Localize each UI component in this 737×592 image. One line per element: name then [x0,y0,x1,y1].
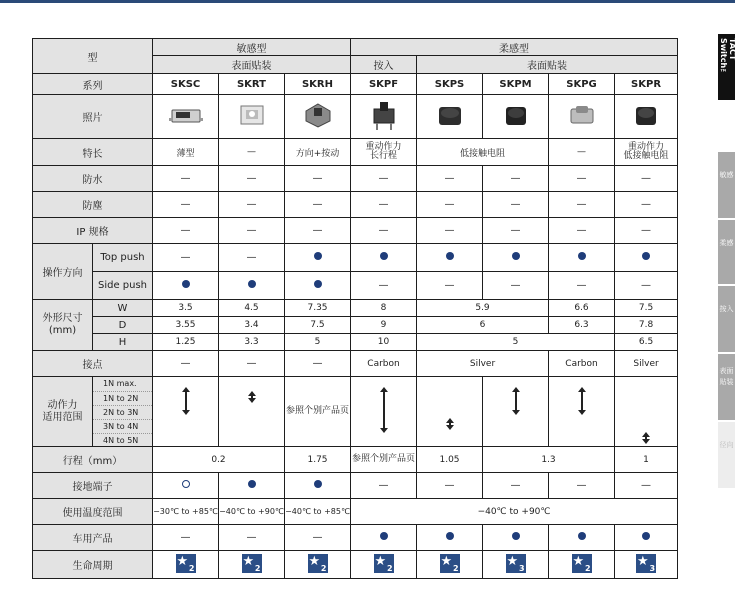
group-soft: 柔感型 [351,39,678,56]
open-circle-icon [182,480,190,488]
travel-value: 1 [615,447,678,473]
travel-value: 1.75 [285,447,351,473]
dim-value: 3.3 [219,334,285,351]
travel-value: 1.3 [483,447,615,473]
photo-skrh [285,95,351,139]
life-cell [417,551,483,579]
contact-row [33,351,678,377]
life-row [33,551,678,579]
cell-dash: — [219,192,285,218]
dot-cell [219,473,285,499]
filled-dot-icon [578,252,586,260]
photo-skps [417,95,483,139]
life-cell [483,551,549,579]
travel-label: 行程（mm） [33,447,153,473]
life-cycle-star-icon: ★ 2 [176,553,195,573]
force-skrh: 参照个别产品页 [285,377,351,447]
dot-cell [351,525,417,551]
temp-label: 使用温度范围 [33,499,153,525]
cell-dash: — [351,192,417,218]
cell-dash: — [153,244,219,272]
life-cell [285,551,351,579]
dim-d-row [33,317,678,334]
photo-label: 照片 [33,95,153,139]
w-label: W [93,300,153,317]
cell-dash: — [483,166,549,192]
cell-dash: — [351,218,417,244]
cell-dash: — [483,218,549,244]
cell-dash: — [153,351,219,377]
force-skpm [483,377,549,447]
mount-soft: 表面贴装 [417,56,678,74]
model-skpf: SKPF [351,74,417,95]
top-push-label: Top push [93,244,153,272]
cell-dash: — [285,351,351,377]
filled-dot-icon [380,532,388,540]
contact-value: Carbon [549,351,615,377]
temp-value: −40℃ to +90℃ [351,499,678,525]
ip-row [33,218,678,244]
ground-label: 接地端子 [33,473,153,499]
filled-dot-icon [314,480,322,488]
sidebar-tab-sensitive[interactable] [718,152,735,218]
force-level-3: 2N to 3N [103,408,139,417]
life-cell [219,551,285,579]
dot-cell [549,244,615,272]
life-level: 2 [254,563,261,573]
photo-skpr [615,95,678,139]
life-cell [615,551,678,579]
type-header: 型 [33,39,153,74]
cell-dash: — [351,473,417,499]
group-sensitive: 敏感型 [153,39,351,56]
cell-dash: — [615,192,678,218]
range-arrow-icon [515,390,517,412]
cell-dash: — [417,272,483,300]
dot-cell [549,525,615,551]
cell-dash: — [285,166,351,192]
cell-dash: — [285,192,351,218]
dot-cell [615,525,678,551]
life-cycle-star-icon: ★ 2 [242,553,261,573]
mount-sensitive: 表面贴装 [153,56,351,74]
model-skpr: SKPR [615,74,678,95]
ip-label: IP 规格 [33,218,153,244]
cell-dash: — [285,525,351,551]
travel-value: 参照个别产品页 [351,447,417,473]
force-skpf [351,377,417,447]
model-skpm: SKPM [483,74,549,95]
temp-value: −40℃ to +85℃ [285,499,351,525]
life-level: 2 [584,563,591,573]
range-arrow-icon [185,390,187,412]
life-cycle-star-icon: ★ 3 [637,553,656,573]
photo-skpm [483,95,549,139]
cell-dash: — [153,166,219,192]
dustproof-label: 防塵 [33,192,153,218]
dot-cell [483,244,549,272]
life-label: 生命周期 [33,551,153,579]
tab-label: TACT Switch™ [719,38,737,78]
cell-dash: — [153,218,219,244]
cell-dash: — [615,272,678,300]
dim-value: 3.55 [153,317,219,334]
dot-cell [153,272,219,300]
life-cycle-star-icon: ★ 2 [374,553,393,573]
life-cycle-star-icon: ★ 2 [572,553,591,573]
photo-skpf [351,95,417,139]
filled-dot-icon [314,280,322,288]
tab-label: 柔感 [719,239,734,247]
filled-dot-icon [578,532,586,540]
dim-value: 4.5 [219,300,285,317]
ring-cell [153,473,219,499]
filled-dot-icon [642,252,650,260]
cell-dash: — [549,473,615,499]
model-sksc: SKSC [153,74,219,95]
model-skps: SKPS [417,74,483,95]
feature-row [33,139,678,166]
dot-cell [351,244,417,272]
tab-label: 按入 [719,305,734,313]
feature-skrh: 方向+按动 [285,139,351,166]
contact-label: 接点 [33,351,153,377]
spec-table [32,38,678,579]
mount-push-in: 按入 [351,56,417,74]
cell-dash: — [615,473,678,499]
cell-dash: — [417,473,483,499]
dustproof-row [33,192,678,218]
cell-dash: — [417,218,483,244]
feature-skpg: — [549,139,615,166]
force-level-2: 1N to 2N [103,394,139,403]
filled-dot-icon [314,252,322,260]
force-label: 动作力 适用范围 [33,377,93,447]
dot-cell [483,525,549,551]
dim-value: 9 [351,317,417,334]
dim-value: 6 [417,317,549,334]
cell-dash: — [285,218,351,244]
waterproof-row [33,166,678,192]
life-cell [351,551,417,579]
filled-dot-icon [182,280,190,288]
dim-value: 7.8 [615,317,678,334]
filled-dot-icon [380,252,388,260]
photo-skpg [549,95,615,139]
force-skps [417,377,483,447]
feature-label: 特长 [33,139,153,166]
cell-dash: — [417,166,483,192]
travel-row [33,447,678,473]
filled-dot-icon [446,252,454,260]
cell-dash: — [351,166,417,192]
photo-row [33,95,678,139]
cell-dash: — [219,244,285,272]
temp-value: −30℃ to +85℃ [153,499,219,525]
feature-skps-skpm: 低接触电阻 [417,139,549,166]
cell-dash: — [483,473,549,499]
model-skrt: SKRT [219,74,285,95]
force-level-5: 4N to 5N [103,436,139,445]
dot-cell [219,272,285,300]
dim-value: 7.35 [285,300,351,317]
dim-value: 8 [351,300,417,317]
cell-dash: — [153,525,219,551]
cell-dash: — [219,166,285,192]
cell-dash: — [219,218,285,244]
cell-dash: — [351,272,417,300]
feature-skrt: — [219,139,285,166]
dim-value: 1.25 [153,334,219,351]
photo-skrt [219,95,285,139]
dim-value: 6.6 [549,300,615,317]
filled-dot-icon [512,252,520,260]
dimensions-label: 外形尺寸 (mm) [33,300,93,351]
dim-value: 5.9 [417,300,549,317]
force-levels [93,377,153,447]
dot-cell [417,244,483,272]
cell-dash: — [219,525,285,551]
cell-dash: — [549,166,615,192]
temp-value: −40℃ to +90℃ [219,499,285,525]
dim-value: 5 [417,334,615,351]
cell-dash: — [483,272,549,300]
dim-value: 10 [351,334,417,351]
cell-dash: — [417,192,483,218]
dot-cell [615,244,678,272]
filled-dot-icon [642,532,650,540]
automotive-row [33,525,678,551]
filled-dot-icon [446,532,454,540]
model-skpg: SKPG [549,74,615,95]
dim-h-row [33,334,678,351]
waterproof-label: 防水 [33,166,153,192]
cell-dash: — [153,192,219,218]
side-push-label: Side push [93,272,153,300]
photo-sksc [153,95,219,139]
series-row [33,74,678,95]
contact-value: Carbon [351,351,417,377]
operation-label: 操作方向 [33,244,93,300]
filled-dot-icon [248,280,256,288]
life-cycle-star-icon: ★ 2 [308,553,327,573]
dim-value: 6.5 [615,334,678,351]
sidebar-tab-tact-switch[interactable] [718,34,735,100]
life-cycle-star-icon: ★ 2 [440,553,459,573]
feature-skpf: 重动作力 长行程 [351,139,417,166]
force-skpr [615,377,678,447]
range-arrow-icon [251,394,253,400]
d-label: D [93,317,153,334]
sidebar-tab-soft[interactable] [718,220,735,284]
force-level-1: 1N max. [103,379,137,388]
top-rule [0,0,735,3]
cell-dash: — [219,351,285,377]
range-arrow-icon [383,390,385,430]
dim-value: 3.4 [219,317,285,334]
cell-dash: — [483,192,549,218]
ground-row [33,473,678,499]
dim-value: 3.5 [153,300,219,317]
dot-cell [417,525,483,551]
series-label: 系列 [33,74,153,95]
cell-dash: — [615,166,678,192]
tab-label: 敏感 [719,171,734,179]
dim-w-row [33,300,678,317]
life-level: 2 [386,563,393,573]
range-arrow-icon [449,421,451,427]
force-level-4: 3N to 4N [103,422,139,431]
life-level: 3 [649,563,656,573]
dot-cell [285,244,351,272]
dot-cell [285,272,351,300]
tab-label: 径向 [719,441,734,449]
contact-value: Silver [615,351,678,377]
life-level: 2 [320,563,327,573]
filled-dot-icon [512,532,520,540]
force-sksc [153,377,219,447]
dim-value: 5 [285,334,351,351]
sidebar-tab-surface-mount[interactable] [718,354,735,420]
force-row [33,377,678,447]
contact-value: Silver [417,351,549,377]
h-label: H [93,334,153,351]
cell-dash: — [549,192,615,218]
feature-sksc: 薄型 [153,139,219,166]
sidebar-tab-push-in[interactable] [718,286,735,352]
life-cycle-star-icon: ★ 3 [506,553,525,573]
life-cell [549,551,615,579]
feature-skpr: 重动作力 低接触电阻 [615,139,678,166]
filled-dot-icon [248,480,256,488]
automotive-label: 车用产品 [33,525,153,551]
life-level: 2 [188,563,195,573]
life-cell [153,551,219,579]
dim-value: 7.5 [615,300,678,317]
travel-value: 0.2 [153,447,285,473]
side-push-row [33,272,678,300]
cell-dash: — [549,272,615,300]
tab-label: 表面贴装 [719,367,734,386]
dim-value: 6.3 [549,317,615,334]
range-arrow-icon [581,390,583,412]
top-push-row [33,244,678,272]
sidebar-tab-radial[interactable] [718,422,735,488]
force-skrt [219,377,285,447]
dot-cell [285,473,351,499]
life-level: 2 [452,563,459,573]
cell-dash: — [549,218,615,244]
travel-value: 1.05 [417,447,483,473]
temp-row [33,499,678,525]
force-skpg [549,377,615,447]
cell-dash: — [615,218,678,244]
model-skrh: SKRH [285,74,351,95]
range-arrow-icon [645,435,647,441]
life-level: 3 [518,563,525,573]
dim-value: 7.5 [285,317,351,334]
